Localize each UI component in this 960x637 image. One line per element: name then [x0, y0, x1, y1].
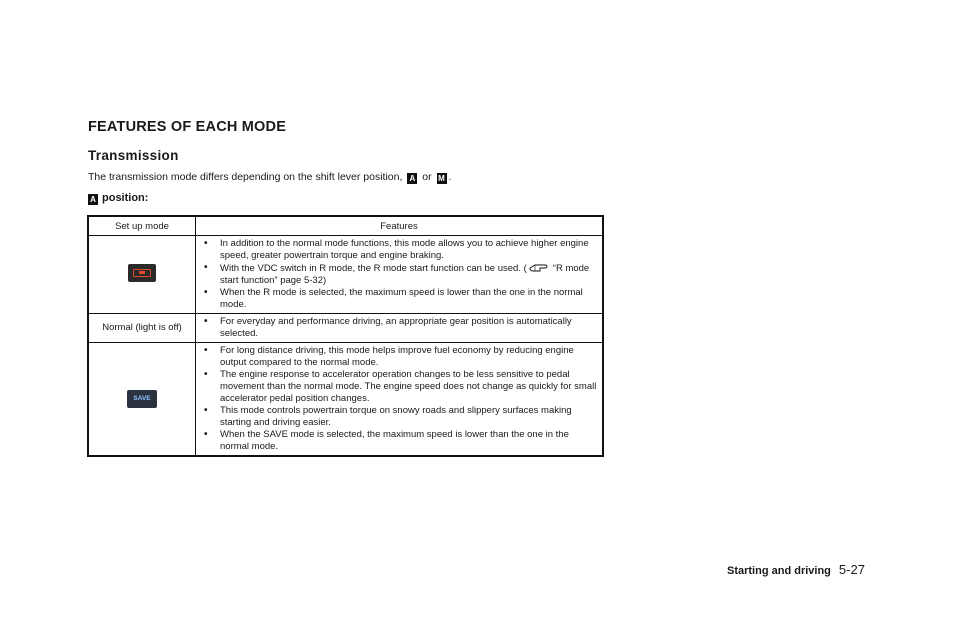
- column-header-features: Features: [196, 216, 604, 236]
- list-item: • This mode controls powertrain torque on snowy roads and slippery surfaces making starting and driving easier.: [202, 405, 598, 429]
- table-header-row: [88, 216, 603, 236]
- list-item: • In addition to the normal mode functions, this mode allows you to achieve higher engine speed, greater powertrain torque and engine braking.: [202, 238, 598, 262]
- intro-paragraph: [88, 171, 451, 184]
- subsection-heading: Transmission: [88, 148, 179, 163]
- table-row-normal-mode: [88, 314, 603, 343]
- list-item: • When the SAVE mode is selected, the maximum speed is lower than the one in the normal mode.: [202, 429, 598, 453]
- features-cell: [196, 343, 604, 457]
- section-heading: FEATURES OF EACH MODE: [88, 119, 287, 135]
- mode-cell: [88, 343, 196, 457]
- intro-text: The transmission mode differs depending on the shift lever position,: [88, 171, 403, 183]
- intro-end: .: [448, 171, 452, 183]
- list-item: • With the VDC switch in R mode, the R mode start function can be used. ( “R mode start function” page 5-32): [202, 262, 598, 287]
- reference-link[interactable]: “R mode start function” page 5-32): [220, 263, 590, 286]
- position-a-badge: A: [88, 194, 98, 205]
- page-footer: [727, 561, 865, 579]
- list-item: • For long distance driving, this mode helps improve fuel economy by reducing engine output compared to the normal mode.: [202, 345, 598, 369]
- list-item: • The engine response to accelerator operation changes to be less sensitive to pedal movement than the normal mode. The engine speed does not change as quickly for small accelerator pedal position changes.: [202, 369, 598, 405]
- position-label-text: position:: [102, 192, 149, 204]
- list-item: • For everyday and performance driving, an appropriate gear position is automatically selected.: [202, 316, 598, 340]
- features-cell: [196, 236, 604, 314]
- features-cell: [196, 314, 604, 343]
- intro-or: or: [422, 171, 432, 183]
- mode-cell: Normal (light is off): [88, 314, 196, 343]
- mode-cell: [88, 236, 196, 314]
- table-row-r-mode: [88, 236, 603, 314]
- r-mode-indicator-icon: [128, 264, 156, 282]
- page-number: 5-27: [838, 562, 865, 577]
- position-label: [88, 192, 148, 205]
- position-a-badge: A: [407, 173, 417, 184]
- position-m-badge: M: [438, 174, 445, 183]
- features-table: [87, 215, 604, 457]
- footer-section-title: Starting and driving: [727, 565, 831, 577]
- list-item: • When the R mode is selected, the maximum speed is lower than the one in the normal mode.: [202, 287, 598, 311]
- pointing-hand-icon: [529, 262, 551, 273]
- table-row-save-mode: [88, 343, 603, 457]
- column-header-setup-mode: Set up mode: [88, 216, 196, 236]
- save-mode-indicator-icon: SAVE: [127, 390, 157, 408]
